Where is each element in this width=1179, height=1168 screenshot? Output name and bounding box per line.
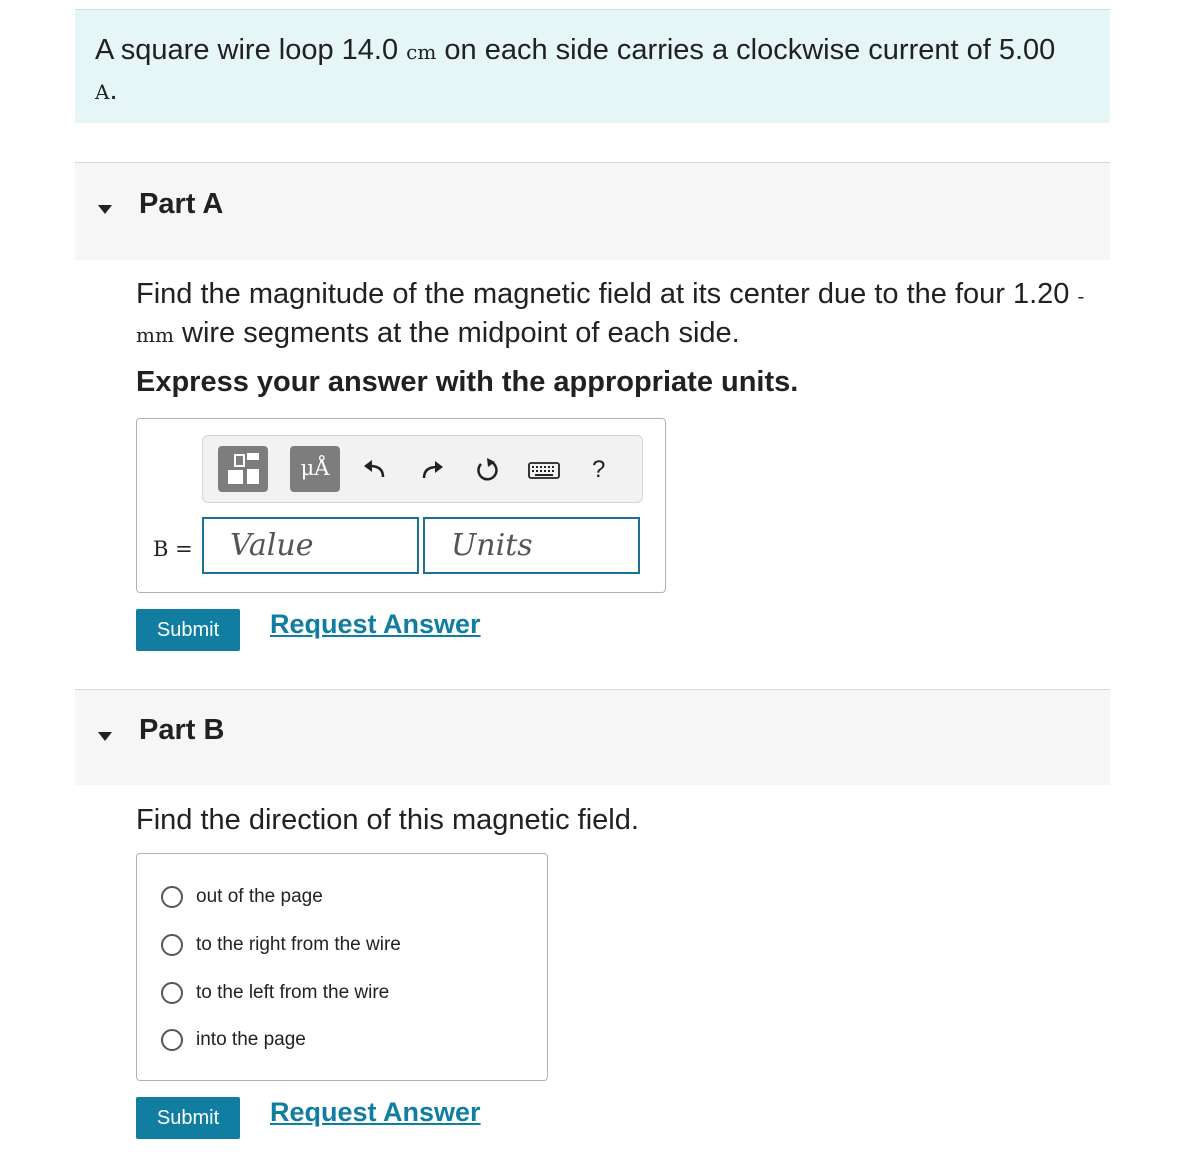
part-b-request-answer-link[interactable]: Request Answer bbox=[270, 1097, 481, 1127]
part-a-question-text-2: wire segments at the midpoint of each side. bbox=[182, 317, 740, 349]
intro-unit-cm: cm bbox=[406, 40, 437, 64]
option-label[interactable]: out of the page bbox=[196, 886, 323, 907]
part-a-submit-button[interactable]: Submit bbox=[136, 609, 240, 651]
units-input[interactable] bbox=[425, 519, 638, 572]
option-label[interactable]: to the right from the wire bbox=[196, 934, 401, 955]
units-button-label: μÅ bbox=[300, 456, 330, 480]
intro-text-2: on each side carries a clockwise current of 5.00 bbox=[444, 34, 1056, 66]
answer-box bbox=[136, 418, 666, 593]
value-field[interactable] bbox=[202, 517, 419, 574]
part-a-title: Part A bbox=[139, 188, 224, 220]
variable-label: B = bbox=[153, 537, 193, 561]
templates-icon bbox=[218, 446, 268, 492]
part-a-instruction: Express your answer with the appropriate units. bbox=[136, 366, 799, 398]
part-a-header[interactable] bbox=[75, 162, 1110, 260]
caret-down-icon[interactable] bbox=[98, 732, 112, 741]
units-field[interactable] bbox=[423, 517, 640, 574]
part-b-header[interactable] bbox=[75, 689, 1110, 785]
radio-button[interactable] bbox=[161, 982, 183, 1004]
keyboard-icon[interactable] bbox=[528, 456, 560, 484]
part-b-submit-button[interactable]: Submit bbox=[136, 1097, 240, 1139]
direction-options bbox=[136, 853, 548, 1081]
part-b-title: Part B bbox=[139, 714, 225, 746]
help-button[interactable]: ? bbox=[592, 456, 606, 483]
units-button[interactable] bbox=[290, 446, 340, 492]
part-a-question-text-1: Find the magnitude of the magnetic field at its center due to the four 1.20 bbox=[136, 278, 1070, 310]
reset-icon[interactable] bbox=[473, 456, 501, 484]
problem-text bbox=[95, 31, 1075, 111]
templates-button[interactable] bbox=[218, 446, 268, 492]
radio-button[interactable] bbox=[161, 934, 183, 956]
caret-down-icon[interactable] bbox=[98, 205, 112, 214]
part-b-question: Find the direction of this magnetic field. bbox=[136, 804, 639, 836]
redo-icon[interactable] bbox=[418, 456, 446, 484]
intro-text-1: A square wire loop 14.0 bbox=[95, 34, 399, 66]
intro-text-3: . bbox=[109, 74, 118, 106]
math-toolbar bbox=[202, 435, 643, 503]
part-a-request-answer-link[interactable]: Request Answer bbox=[270, 609, 481, 639]
part-a-question-unit: -mm bbox=[136, 284, 1085, 347]
value-input[interactable] bbox=[204, 519, 417, 572]
option-label[interactable]: into the page bbox=[196, 1029, 306, 1050]
problem-statement bbox=[75, 9, 1110, 123]
undo-icon[interactable] bbox=[361, 456, 389, 484]
option-label[interactable]: to the left from the wire bbox=[196, 982, 390, 1003]
part-a-question bbox=[136, 276, 1116, 354]
radio-button[interactable] bbox=[161, 886, 183, 908]
radio-button[interactable] bbox=[161, 1029, 183, 1051]
intro-unit-a: A bbox=[95, 80, 110, 104]
